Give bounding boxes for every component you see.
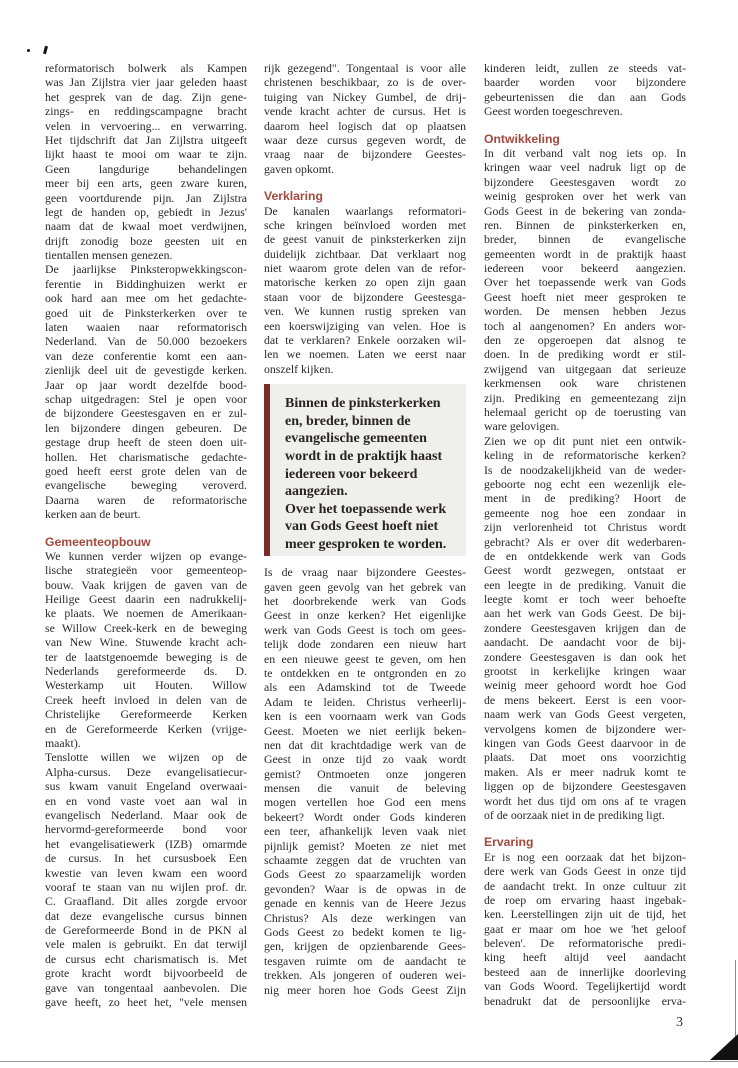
text-line: kringen waar veel nadruk ligt op de xyxy=(484,160,686,175)
text-line: en de Gereformeerde Kerken (vrijge- xyxy=(45,721,247,736)
text-line: de cursus. In het cursusboek Een xyxy=(45,851,247,866)
text-line: of de oorzaak niet in de prediking ligt. xyxy=(484,807,665,822)
text-line: dere werk van Gods Geest in onze tijd xyxy=(484,864,686,879)
text-line: Geest in onze tijd zo vaak wordt xyxy=(264,752,466,767)
text-line: nen dat dit krachtdadige werk van de xyxy=(264,737,466,752)
text-line: geboorte nog echt een wezenlijk ele- xyxy=(484,476,686,491)
scan-mark xyxy=(43,46,48,55)
text-line: de roep om ervaring haast ingebak- xyxy=(484,892,686,907)
text-line: worden. De mensen hebben Jezus xyxy=(484,304,686,319)
text-line: gave heeft, zo heet het, "vele mensen xyxy=(45,995,247,1010)
text-line: en en vond vaste voet aan wal in xyxy=(45,793,247,808)
text-line: zijn verlorenheid tot Christus wordt xyxy=(484,520,686,535)
paragraph xyxy=(45,61,247,262)
text-line: rijk gezegend". Tongentaal is voor alle xyxy=(264,61,466,75)
text-line: gaat er maar om hoe we 'het geloof xyxy=(484,921,686,936)
text-line: leegte komt er toch weer behoefte xyxy=(484,592,686,607)
text-line: Het tijdschrift dat Jan Zijlstra uitgeeft xyxy=(45,132,247,147)
text-line: was Jan Zijlstra vier jaar geleden haast xyxy=(45,75,247,90)
text-line: Gods Geest in de bekering van zonda- xyxy=(484,203,686,218)
text-line: reformatorisch bolwerk als Kampen xyxy=(45,61,247,75)
text-line: gaven opkomt. xyxy=(264,161,335,176)
text-line: te ontdekken en te ontgronden en zo xyxy=(264,665,466,680)
text-line: van deze conferentie komt een aan- xyxy=(45,348,247,363)
paragraph xyxy=(264,565,466,997)
text-line: onszelf kijken. xyxy=(264,361,334,376)
text-line: mogen vertellen hoe God een mens xyxy=(264,795,466,810)
text-line: Geest in onze kerken? Het eigenlijke xyxy=(264,608,466,623)
text-line: ven. We kunnen rustig spreken van xyxy=(264,304,466,319)
pull-quote-line: Binnen de pinksterkerken xyxy=(285,396,441,412)
text-line: dat deze evangelische cursus binnen xyxy=(45,908,247,923)
section-heading: Gemeenteopbouw xyxy=(45,534,151,549)
text-line: nig meer horen hoe Gods Geest Zijn xyxy=(264,982,466,997)
text-line: wordt het dus tijd om ons af te vragen xyxy=(484,793,686,808)
text-line: christenen beschikbaar, zo is de over- xyxy=(264,75,466,90)
text-line: helemaal gericht op de toerusting van xyxy=(484,405,686,419)
pull-quote-line: en, breder, binnen de xyxy=(285,413,411,429)
text-line: laten waaien naar reformatorisch xyxy=(45,320,247,335)
text-line: een teer, afhankelijk leven vaak niet xyxy=(264,824,466,839)
text-line: doen. In de prediking wordt er stil- xyxy=(484,347,686,362)
text-line: duidelijk zichtbaar. Dat verklaart nog xyxy=(264,246,466,261)
text-line: De jaarlijkse Pinksteropwekkingscon- xyxy=(45,262,247,277)
text-line: Geest. Moeten we niet eerlijk beken- xyxy=(264,723,466,738)
text-line: daarom heel logisch dat op plaatsen xyxy=(264,118,466,133)
text-line: C. Graafland. Dit alles zorgde ervoor xyxy=(45,894,247,909)
text-line: weinig gesproken over het werk van xyxy=(484,189,686,204)
text-line: kwestie van leven kwam een woord xyxy=(45,865,247,880)
text-line: gen, krijgen de opzienbarende Gees- xyxy=(264,939,466,954)
text-line: sche kringen beïnvloed worden met xyxy=(264,217,466,232)
text-line: Adam te leiden. Christus verheerlij- xyxy=(264,694,466,709)
text-line: naam dat de kwaal moet verdwijnen, xyxy=(45,219,247,234)
text-line: als een Adamskind tot de Tweede xyxy=(264,680,466,695)
text-line: van New Wine. Stuwende kracht ach- xyxy=(45,635,247,650)
text-line: In dit verband valt nog iets op. In xyxy=(484,145,686,160)
text-line: schaamte zeggen dat de vruchten van xyxy=(264,853,466,868)
text-line: lische strategieën voor gemeenteop- xyxy=(45,563,247,578)
text-line: genade en kennis van de Heere Jezus xyxy=(264,896,466,911)
text-line: aandacht. De aandacht voor de bij- xyxy=(484,635,686,650)
text-line: Jaar op jaar wordt dezelfde bood- xyxy=(45,377,247,392)
text-line: aan het werk van Gods Geest. De bij- xyxy=(484,606,686,621)
paragraph xyxy=(45,262,247,521)
text-line: zondere Geestesgaven krijgen dan de xyxy=(484,620,686,635)
text-line: se Willow Creek-kerk en de beweging xyxy=(45,620,247,635)
text-line: geen voortdurende pijn. Jan Zijlstra xyxy=(45,190,247,205)
text-line: Zien we op dit punt niet een ontwik- xyxy=(484,433,686,448)
article-column-1 xyxy=(45,61,247,1009)
text-line: Daarna waren de reformatorische xyxy=(45,492,247,507)
text-line: Er is nog een oorzaak dat het bijzon- xyxy=(484,849,686,864)
text-line: benadrukt dat de persoonlijke erva- xyxy=(484,993,686,1008)
text-line: de en ontdekkende werk van Gods xyxy=(484,548,686,563)
text-line: gemeenten wordt in de praktijk haast xyxy=(484,246,686,261)
text-line: Gods Geest zo bedekt komen te lig- xyxy=(264,924,466,939)
text-line: gemeente nog hoe een zondaar in xyxy=(484,505,686,520)
text-line: gave van tongentaal aanbevolen. Die xyxy=(45,980,247,995)
paragraph xyxy=(45,750,247,1009)
text-line: tientallen mensen genezen. xyxy=(45,248,173,263)
text-line: bouw. Vaak krijgen de gaven van de xyxy=(45,577,247,592)
text-line: zwijgend van uitgegaan dat serieuze xyxy=(484,361,686,376)
pull-quote-line: meer gesproken te worden. xyxy=(285,536,447,552)
text-line: hervormd-gereformeerde bond voor xyxy=(45,822,247,837)
pull-quote-line: aangezien. xyxy=(285,484,348,500)
text-line: het evangelisatiewerk (IZB) omarmde xyxy=(45,836,247,851)
text-line: len bijzondere dingen gebeuren. De xyxy=(45,420,247,435)
text-line: gebeurtenissen die dan aan Gods xyxy=(484,89,686,104)
text-line: het gesprek van de dag. Zijn gene- xyxy=(45,89,247,104)
text-line: vervolgens komen de bijzondere wer- xyxy=(484,721,686,736)
text-line: ware gelovigen. xyxy=(484,419,560,434)
text-line: goed heeft eerst grote delen van de xyxy=(45,463,247,478)
pull-quote-line: evangelische gemeenten xyxy=(285,431,427,447)
text-line: ren. Binnen de pinksterkerken en, xyxy=(484,217,686,232)
text-line: goed uit de Pinksterkerken over te xyxy=(45,305,247,320)
text-line: sus kwam vanuit Engeland overwaai- xyxy=(45,779,247,794)
text-line: bijzondere Geestesgaven wordt zo xyxy=(484,174,686,189)
text-line: drijft zonodig boze geesten uit en xyxy=(45,233,247,248)
text-line: Westerkamp uit Houten. Willow xyxy=(45,678,247,693)
text-line: kingen van Gods Geest daarvoor in de xyxy=(484,735,686,750)
pull-quote-line: van Gods Geest hoeft niet xyxy=(285,519,439,535)
text-line: de geest vanuit de pinksterkerken zijn xyxy=(264,232,466,247)
text-line: De kanalen waarlangs reformatori- xyxy=(264,203,466,218)
text-line: grootst in kerkelijke kringen waar xyxy=(484,664,686,679)
text-line: weinig meer gehoord wordt hoe God xyxy=(484,678,686,693)
text-line: waar deze cursus gegeven wordt, de xyxy=(264,132,466,147)
text-line: Geest wordt gezwegen, ontstaat er xyxy=(484,563,686,578)
text-line: Is de noodzakelijkheid van de weder- xyxy=(484,462,686,477)
section-heading: Ontwikkeling xyxy=(484,131,560,146)
text-line: meer bij een arts, geen zware kuren, xyxy=(45,176,247,191)
text-line: zondere Geestesgaven is dan ook het xyxy=(484,649,686,664)
text-line: zienlijk deel uit de gevestigde kerken. xyxy=(45,363,247,378)
pull-quote-line: Over het toepassende werk xyxy=(285,501,447,517)
text-line: Is de vraag naar bijzondere Geestes- xyxy=(264,565,466,580)
scan-mark xyxy=(27,49,30,52)
text-line: evangelisch Nederland. Maar ook de xyxy=(45,807,247,822)
text-line: tuiging van Nickey Gumbel, de drij- xyxy=(264,89,466,104)
article-column-3 xyxy=(484,61,686,1008)
text-line: bekeert? Wordt onder Gods kinderen xyxy=(264,809,466,824)
pull-quote xyxy=(264,384,466,556)
text-line: liggen op de bijzondere Geestesgaven xyxy=(484,779,686,794)
text-line: gevonden? Waar is de opwas in de xyxy=(264,881,466,896)
text-line: keling in de reformatorische kerken? xyxy=(484,448,686,463)
text-line: Creek heeft invloed in delen van de xyxy=(45,692,247,707)
text-line: den ze opgeroepen dat alsnog te xyxy=(484,333,686,348)
text-line: vooraf te staan van nu wijlen prof. dr. xyxy=(45,879,247,894)
text-line: plaats. Dat moet ons voorzichtig xyxy=(484,750,686,765)
section-heading: Verklaring xyxy=(264,189,323,204)
text-line: Over het toepassende werk van Gods xyxy=(484,275,686,290)
text-line: vende kracht achter de cursus. Het is xyxy=(264,104,466,119)
text-line: gemist? Ontmoeten onze jongeren xyxy=(264,766,466,781)
page-edge xyxy=(0,1061,738,1062)
text-line: naam werk van Gods Geest vergeten, xyxy=(484,707,686,722)
text-line: en een nieuwe geest te geven, om hen xyxy=(264,651,466,666)
paragraph xyxy=(484,850,686,1008)
text-line: evangelische beweging veroverd. xyxy=(45,478,247,493)
text-line: telijk dode zondaren een nieuw hart xyxy=(264,637,466,652)
text-line: vele malen is gebruikt. En dat terwijl xyxy=(45,937,247,952)
paragraph xyxy=(484,61,686,119)
text-line: Geen langdurige behandelingen xyxy=(45,161,247,176)
text-line: len we noemen. Laten we eerst naar xyxy=(264,347,466,362)
section-heading: Ervaring xyxy=(484,835,534,850)
quote-bar xyxy=(264,384,270,556)
text-line: pijnlijk gemist? Moeten ze niet met xyxy=(264,838,466,853)
text-line: breder, binnen de evangelische xyxy=(484,232,686,247)
text-line: werk van Gods Geest is toch om gees- xyxy=(264,622,466,637)
text-line: toch al aangenomen? En anders wor- xyxy=(484,318,686,333)
text-line: vraag naar de bijzondere Geestes- xyxy=(264,147,466,162)
text-line: beleven'. De reformatorische predi- xyxy=(484,936,686,951)
paragraph xyxy=(45,549,247,750)
text-line: Christelijke Gereformeerde Kerken xyxy=(45,707,247,722)
text-line: gebracht? Als er over dit wederbaren- xyxy=(484,534,686,549)
text-line: dat te verklaren? Enkele oorzaken wil- xyxy=(264,333,466,348)
text-line: Nederland. Van de 50.000 bezoekers xyxy=(45,334,247,349)
text-line: Tenslotte willen we wijzen op de xyxy=(45,750,247,765)
text-line: gestage drup heeft de steen doen uit- xyxy=(45,435,247,450)
text-line: ferentie in Biddinghuizen werkt er xyxy=(45,276,247,291)
text-line: maken. Als er meer nadruk komt te xyxy=(484,764,686,779)
page-number: 3 xyxy=(676,1015,683,1030)
text-line: Geest worden toegeschreven. xyxy=(484,104,623,119)
text-line: een leegte in de prediking. Vanuit die xyxy=(484,577,686,592)
text-line: matorische kerken zo open zijn gaan xyxy=(264,275,466,290)
text-line: Christus? Als deze werkingen van xyxy=(264,910,466,925)
paragraph xyxy=(264,204,466,377)
text-line: zings- en reddingscampagne bracht xyxy=(45,104,247,119)
text-line: de aandacht trekt. In onze cultuur zit xyxy=(484,878,686,893)
text-line: schap uitgedragen: Stel je open voor xyxy=(45,391,247,406)
text-line: kerkmensen ook ware christenen xyxy=(484,376,686,391)
text-line: trekken. Als jongeren of ouderen wei- xyxy=(264,968,466,983)
text-line: gaven geen gevolg van het gebrek van xyxy=(264,579,466,594)
text-line: zijn. Prediking en gemeentezang zijn xyxy=(484,390,686,405)
text-line: Gods Geest zo spaarzamelijk worden xyxy=(264,867,466,882)
text-line: Nederlands gereformeerde ds. D. xyxy=(45,664,247,679)
text-line: van Gods Woord. Tegelijkertijd wordt xyxy=(484,979,686,994)
corner-triangle xyxy=(710,1034,738,1060)
text-line: een koerswijziging van velen. Hoe is xyxy=(264,318,466,333)
text-line: de cursus echt charismatisch is. Met xyxy=(45,951,247,966)
text-line: iedereen voor bekeerd aangezien. xyxy=(484,261,686,276)
text-line: ke plaats. We noemen de Amerikaan- xyxy=(45,606,247,621)
text-line: de mens bekeert. Eerst is een voor- xyxy=(484,692,686,707)
text-line: de bijzondere Geestesgaven en er zul- xyxy=(45,406,247,421)
text-line: kinderen leidt, zullen ze steeds vat- xyxy=(484,61,686,75)
text-line: king heeft altijd veel aandacht xyxy=(484,950,686,965)
pull-quote-line: wordt in de praktijk haast xyxy=(285,449,443,464)
text-line: lijkt haast te mooi om waar te zijn. xyxy=(45,147,247,162)
pull-quote-line: iedereen voor bekeerd xyxy=(285,466,418,482)
paragraph xyxy=(264,61,466,176)
text-line: ook hard aan mee om het gedachte- xyxy=(45,291,247,306)
text-line: ken is een voornaam werk van Gods xyxy=(264,709,466,724)
text-line: mensen die vanuit de beleving xyxy=(264,781,466,796)
text-line: de Gereformeerde Bond in de PKN al xyxy=(45,923,247,938)
text-line: hollen. Het charismatische gedachte- xyxy=(45,449,247,464)
text-line: legt de handen op, gebiedt in Jezus' xyxy=(45,204,247,219)
text-line: staan voor de bijzondere Geestesga- xyxy=(264,289,466,304)
paragraph xyxy=(484,434,686,823)
text-line: niet waarom grote delen van de refor- xyxy=(264,261,466,276)
text-line: velen in vervoering... en verwarring. xyxy=(45,118,247,133)
text-line: ken. Leerstellingen zijn uit de tijd, het xyxy=(484,907,686,922)
paragraph xyxy=(484,146,686,434)
text-line: kerken aan de beurt. xyxy=(45,507,141,522)
text-line: ment in de prediking? Hoort de xyxy=(484,491,686,506)
text-line: het doorbrekende werk van Gods xyxy=(264,594,466,608)
text-line: ter de laatstgenoemde beweging is de xyxy=(45,649,247,664)
text-line: baarder worden voor bijzondere xyxy=(484,75,686,90)
text-line: grote kracht wordt bijvoorbeeld de xyxy=(45,966,247,981)
text-line: tesgaven ruimte om de aandacht te xyxy=(264,953,466,968)
text-line: Alpha-cursus. Deze evangelisatiecur- xyxy=(45,764,247,779)
text-line: We kunnen verder wijzen op evange- xyxy=(45,548,247,563)
article-column-2 xyxy=(264,61,466,997)
text-line: Geest hoeft niet meer gesproken te xyxy=(484,289,686,304)
text-line: besteed aan de innerlijke doorleving xyxy=(484,964,686,979)
text-line: Heilige Geest daarin een nadrukkelij- xyxy=(45,592,247,607)
text-line: maakt). xyxy=(45,735,81,750)
